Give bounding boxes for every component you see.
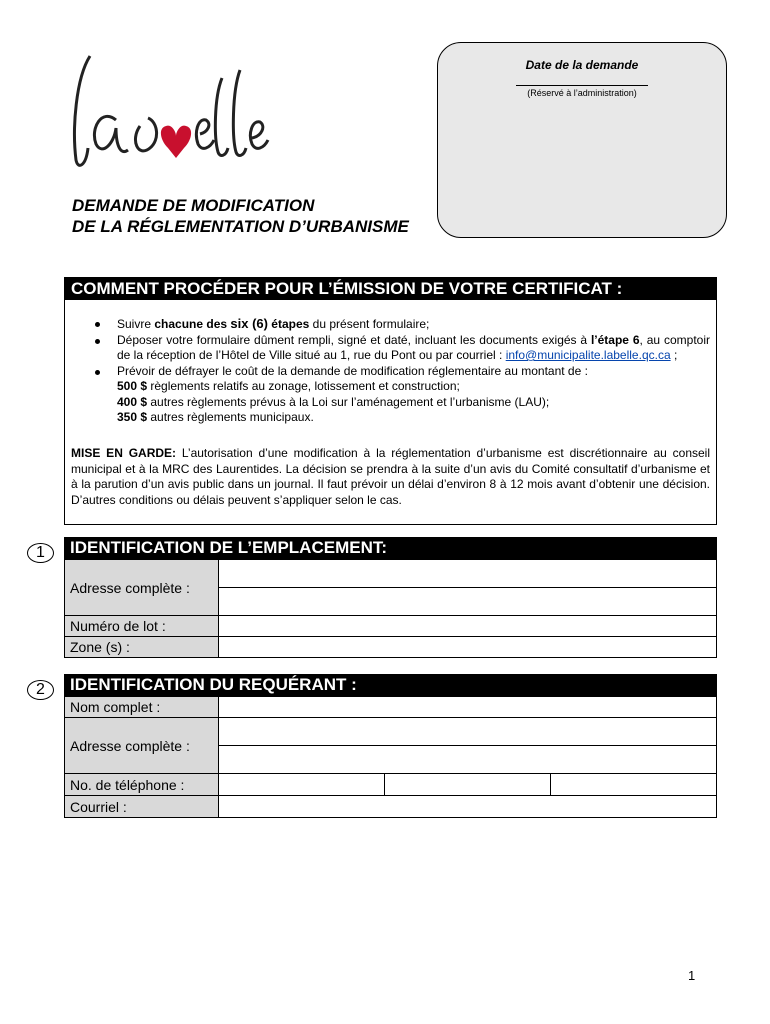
zone-label: Zone (s) : <box>65 637 219 658</box>
reserved-label: (Réservé à l’administration) <box>527 88 637 98</box>
name-label: Nom complet : <box>65 697 219 718</box>
email-link[interactable]: info@municipalite.labelle.qc.ca <box>505 348 671 362</box>
section1-heading: IDENTIFICATION DE L’EMPLACEMENT: <box>64 537 717 559</box>
procedure-heading: COMMENT PROCÉDER POUR L’ÉMISSION DE VOTRE CERTIFICAT : <box>65 278 716 300</box>
list-item: Suivre chacune des six (6) étapes du présent formulaire; <box>95 316 710 333</box>
email-label: Courriel : <box>65 796 219 818</box>
warning-paragraph: MISE EN GARDE: L’autorisation d’une modification à la réglementation d’urbanisme est discrétionnaire au conseil municipal et à la MRC des Laurentides. La décision se prendra à la suite d’un avis du Comité consultatif d’urbanisme et à la parution d’un avis public dans un journal. Il faut prévoir un délai d’environ 8 à 12 mois avant d’obtenir une décision. D’autres conditions ou délais peuvent s’appliquer selon le cas. <box>71 446 711 507</box>
date-line <box>516 85 648 86</box>
request-date-label: Date de la demande <box>525 58 639 72</box>
list-item: Prévoir de défrayer le coût de la demande de modification réglementaire au montant de : 500 $ règlements relatifs au zonage, lotissement et construction; 400 $ autres règlements prévus à la Loi sur l’aménagement et l’urbanisme (LAU); 350 $ autres règlements municipaux. <box>95 364 710 426</box>
title-line-1: DEMANDE DE MODIFICATION <box>72 196 315 215</box>
phone-field-2[interactable] <box>385 774 551 796</box>
step-1-number: 1 <box>27 543 54 563</box>
admin-reserved-box <box>437 42 727 238</box>
name-field[interactable] <box>219 697 717 718</box>
phone-field-3[interactable] <box>551 774 717 796</box>
applicant-address-field-1[interactable] <box>219 718 717 746</box>
title-line-2: DE LA RÉGLEMENTATION D’URBANISME <box>72 217 409 236</box>
fee-line: 400 $ autres règlements prévus à la Loi sur l’aménagement et l’urbanisme (LAU); <box>117 394 550 409</box>
document-title <box>72 195 409 237</box>
phone-label: No. de téléphone : <box>65 774 219 796</box>
zone-field[interactable] <box>219 637 717 658</box>
procedure-section <box>64 277 717 525</box>
section2-heading: IDENTIFICATION DU REQUÉRANT : <box>64 674 717 696</box>
email-field[interactable] <box>219 796 717 818</box>
address-field-2[interactable] <box>219 588 717 616</box>
lot-field[interactable] <box>219 616 717 637</box>
procedure-list <box>95 316 710 426</box>
applicant-address-field-2[interactable] <box>219 746 717 774</box>
address-field-1[interactable] <box>219 560 717 588</box>
location-table <box>64 559 717 658</box>
phone-field-1[interactable] <box>219 774 385 796</box>
applicant-address-label: Adresse complète : <box>65 718 219 774</box>
address-label: Adresse complète : <box>65 560 219 616</box>
page-number: 1 <box>688 968 696 983</box>
lot-label: Numéro de lot : <box>65 616 219 637</box>
fee-line: 350 $ autres règlements municipaux. <box>117 410 314 424</box>
applicant-table <box>64 696 717 818</box>
list-item: Déposer votre formulaire dûment rempli, signé et daté, incluant les documents exigés à l’étape 6, au comptoir de la réception de l’Hôtel de Ville situé au 1, rue du Pont ou par courriel : info@municipalite.labelle.qc.ca ; <box>95 333 710 364</box>
fee-line: 500 $ règlements relatifs au zonage, lotissement et construction; <box>117 379 460 393</box>
step-2-number: 2 <box>27 680 54 700</box>
labelle-logo <box>68 48 278 173</box>
